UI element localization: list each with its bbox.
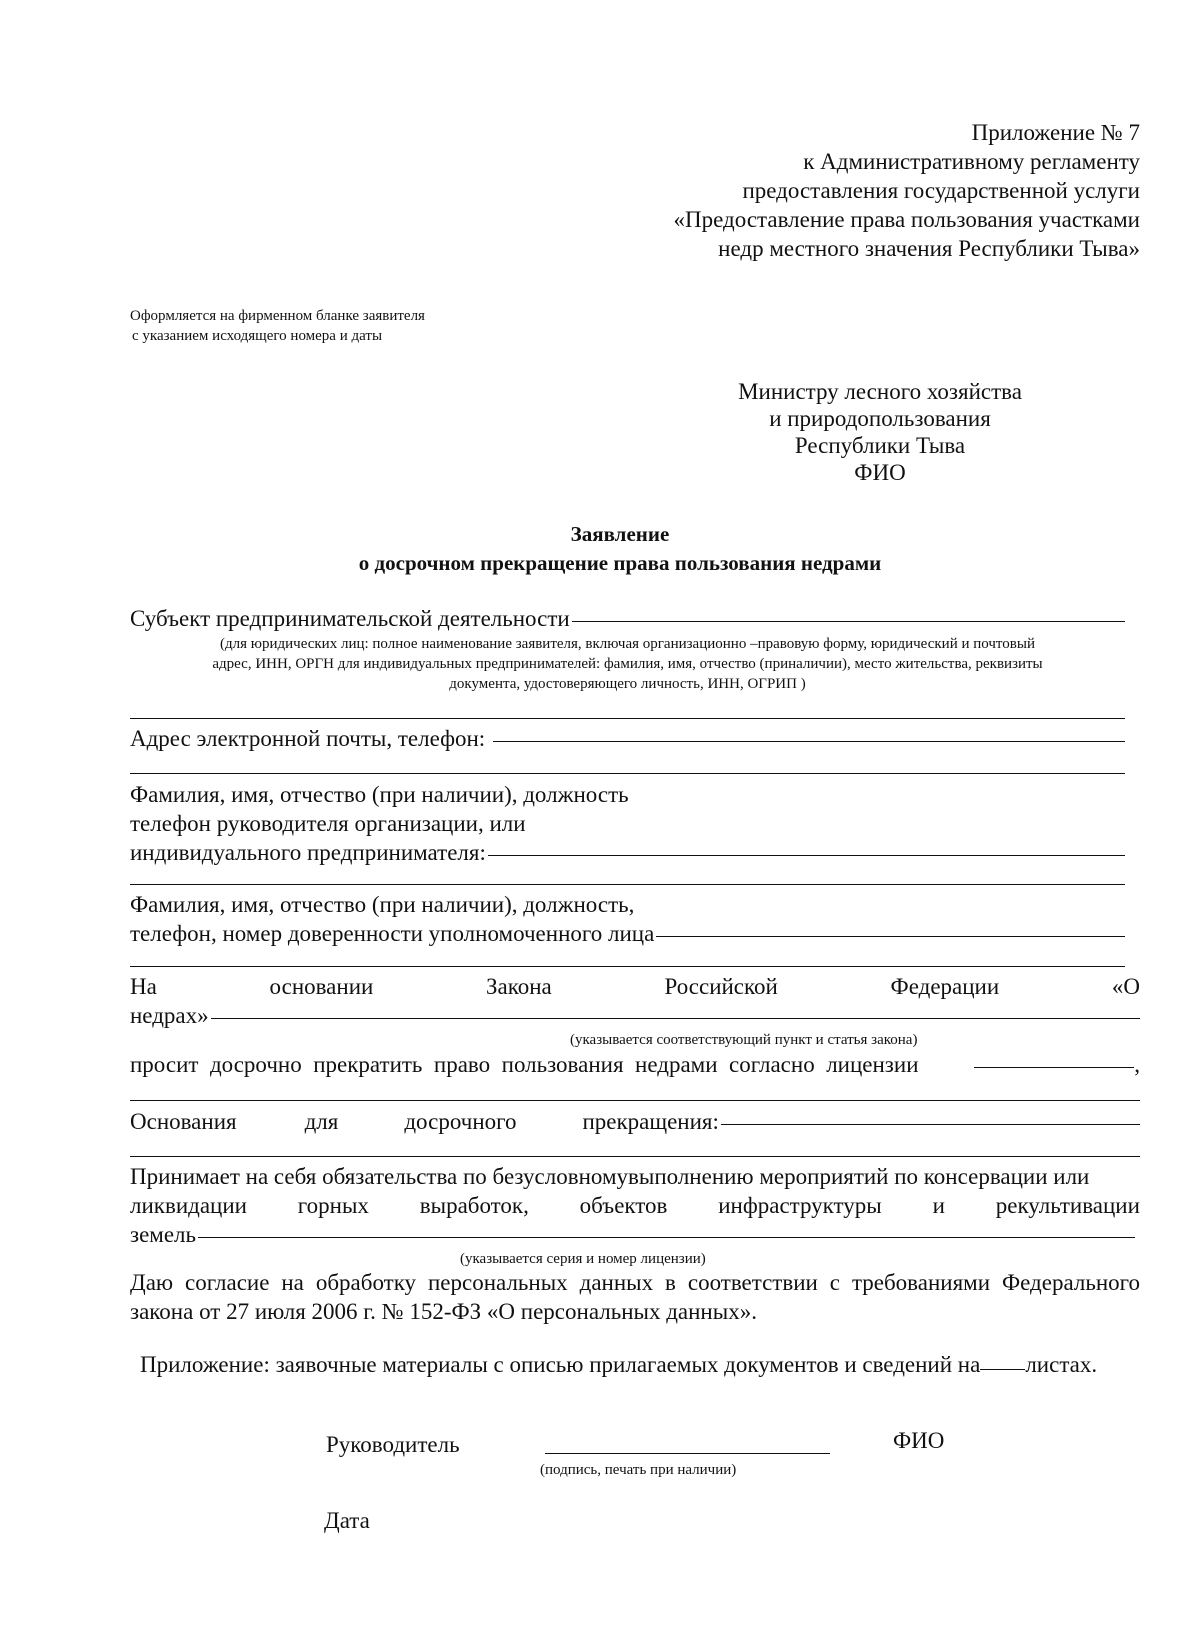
addressee-line-2: и природопользования — [769, 406, 991, 431]
consent-line-1: Даю согласие на обработку персональных данных в соответствии с требованиями Федерального — [130, 1270, 1140, 1295]
representative-field[interactable] — [656, 936, 1125, 937]
grounds-field[interactable] — [721, 1124, 1140, 1125]
obligations-words-row — [130, 1191, 1140, 1220]
director-line-2: телефон руководителя организации, или — [130, 811, 526, 836]
blank-note — [130, 306, 425, 346]
subject-hint-line-2: адрес, ИНН, ОРГН для индивидуальных предпринимателей: фамилия, имя, отчество (приналичии), место жительства, реквизиты — [212, 656, 1043, 672]
basis-words-row — [130, 972, 1140, 1001]
obligations-line-1: Принимает на себя обязательства по безусловномувыполнению мероприятий по консервации или — [130, 1164, 1090, 1189]
representative-line-2: телефон, номер доверенности уполномоченного лица — [130, 921, 655, 946]
addressee-line-4: ФИО — [854, 460, 906, 485]
appendix-line-3: предоставления государственной услуги — [742, 178, 1140, 203]
obligations-word-6: и — [932, 1193, 945, 1218]
document-title — [80, 520, 1160, 578]
signature-name: ФИО — [893, 1428, 945, 1453]
subject-row — [130, 604, 1125, 633]
representative-extra-line[interactable] — [130, 966, 1125, 967]
basis-word-5: Федерации — [890, 974, 1000, 999]
subject-label: Субъект предпринимательской деятельности — [130, 606, 570, 631]
appendix-line-5: недр местного значения Республики Тыва» — [718, 236, 1140, 261]
director-line-1: Фамилия, имя, отчество (при наличии), должность — [130, 782, 629, 807]
grounds-word-2: для — [304, 1109, 339, 1134]
license-number-field[interactable] — [974, 1067, 1134, 1068]
email-extra-line[interactable] — [130, 773, 1125, 774]
attachment-sheets-field[interactable] — [980, 1369, 1025, 1370]
representative-row — [130, 919, 1125, 948]
subject-field[interactable] — [572, 621, 1125, 622]
obligations-word-7: рекультивации — [995, 1193, 1140, 1218]
basis-line-2: недрах» — [130, 1003, 209, 1028]
basis-word-1: На — [130, 974, 157, 999]
addressee — [700, 378, 1060, 486]
attachment-row — [140, 1350, 1097, 1379]
consent-line-2: закона от 27 июля 2006 г. № 152-ФЗ «О персональных данных». — [130, 1299, 757, 1324]
signature-role: Руководитель — [326, 1432, 460, 1457]
request-comma: , — [1134, 1052, 1140, 1077]
appendix-line-4: «Предоставление права пользования участками — [673, 207, 1140, 232]
obligations-line-3: земель — [130, 1222, 197, 1247]
obligations-field[interactable] — [198, 1237, 1135, 1238]
obligations-land-row — [130, 1220, 1135, 1249]
grounds-extra-line[interactable] — [130, 1156, 1140, 1157]
email-label: Адрес электронной почты, телефон: — [130, 726, 486, 751]
basis-word-4: Российской — [664, 974, 778, 999]
basis-word-2: основании — [269, 974, 374, 999]
representative-label — [130, 890, 634, 919]
representative-line-1: Фамилия, имя, отчество (при наличии), должность, — [130, 892, 635, 917]
consent-text — [130, 1268, 1140, 1326]
appendix-header — [440, 118, 1140, 263]
basis-law-row — [130, 1001, 1140, 1030]
obligations-word-2: горных — [297, 1193, 369, 1218]
basis-hint: (указывается соответствующий пункт и статья закона) — [570, 1032, 918, 1048]
director-label — [130, 780, 629, 838]
addressee-line-1: Министру лесного хозяйства — [738, 379, 1022, 404]
request-row — [130, 1050, 1140, 1079]
email-row — [130, 724, 1125, 753]
director-field[interactable] — [488, 855, 1125, 856]
grounds-word-3: досрочного — [404, 1109, 517, 1134]
grounds-word-4: прекращения: — [582, 1109, 719, 1134]
appendix-line-2: к Административному регламенту — [803, 149, 1140, 174]
addressee-line-3: Республики Тыва — [794, 433, 966, 458]
request-text: просит досрочно прекратить право пользования недрами согласно лицензии — [130, 1052, 919, 1077]
basis-word-6: «О — [1111, 974, 1140, 999]
obligations-word-3: выработок, — [419, 1193, 529, 1218]
director-extra-line[interactable] — [130, 884, 1125, 885]
title-line-1: Заявление — [570, 522, 670, 546]
blank-note-line-1: Оформляется на фирменном бланке заявителя — [130, 308, 425, 324]
obligations-word-4: объектов — [579, 1193, 668, 1218]
subject-hint — [130, 634, 1125, 694]
email-field[interactable] — [493, 741, 1125, 742]
signature-field[interactable] — [545, 1453, 830, 1454]
obligations-hint: (указывается серия и номер лицензии) — [460, 1251, 706, 1267]
director-line-3: индивидуального предпринимателя: — [130, 840, 486, 865]
blank-note-line-2: с указанием исходящего номера и даты — [132, 328, 383, 344]
appendix-line-1: Приложение № 7 — [971, 120, 1140, 145]
attachment-after: листах. — [1025, 1352, 1098, 1377]
request-extra-line[interactable] — [130, 1100, 1140, 1101]
subject-extra-line[interactable] — [130, 718, 1125, 719]
grounds-word-1: Основания — [130, 1109, 237, 1134]
attachment-before: Приложение: заявочные материалы с описью прилагаемых документов и сведений на — [140, 1352, 981, 1377]
grounds-row — [130, 1107, 1140, 1136]
director-row — [130, 838, 1125, 867]
signature-hint: (подпись, печать при наличии) — [540, 1462, 737, 1478]
obligations-word-1: ликвидации — [130, 1193, 247, 1218]
basis-word-3: Закона — [486, 974, 552, 999]
date-label: Дата — [324, 1508, 370, 1533]
obligations-word-5: инфраструктуры — [718, 1193, 882, 1218]
subject-hint-line-1: (для юридических лиц: полное наименование заявителя, включая организационно –правовую форму, юридический и почтовый — [220, 636, 1035, 652]
basis-law-field[interactable] — [211, 1018, 1140, 1019]
title-line-2: о досрочном прекращение права пользования недрами — [358, 551, 882, 575]
subject-hint-line-3: документа, удостоверяющего личность, ИНН, ОГРИП ) — [449, 676, 806, 692]
